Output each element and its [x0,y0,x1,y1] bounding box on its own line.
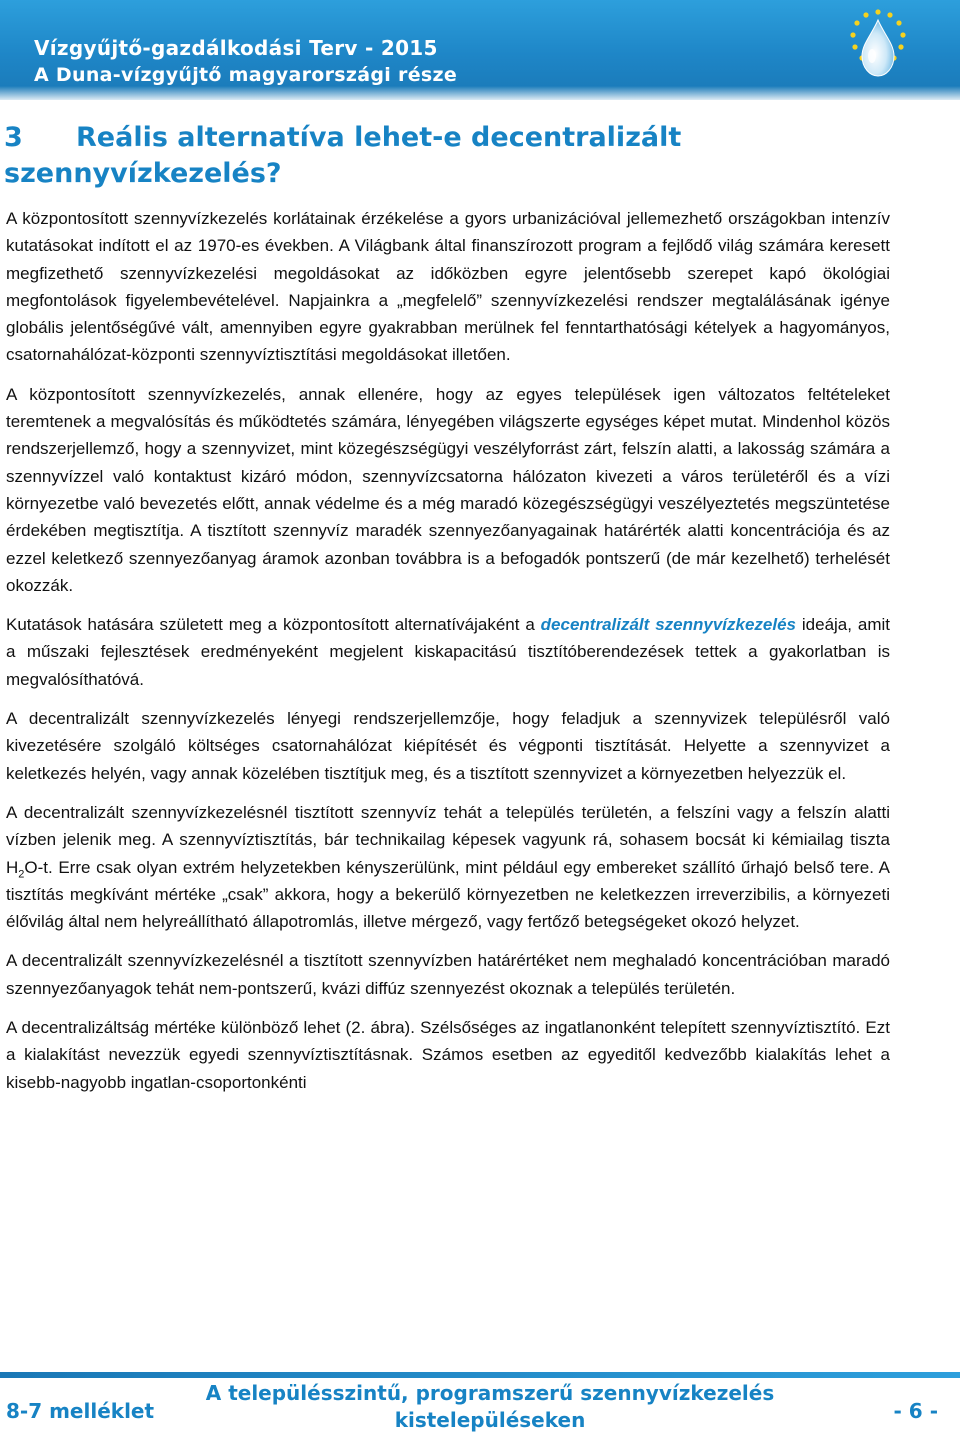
footer-document-title: A településszintű, programszerű szennyvízkezelés kistelepüléseken [205,1381,775,1432]
paragraph-4: A decentralizált szennyvízkezelés lényegi rendszerjellemzője, hogy feladjuk a szennyvizek településről való kivezetésére szolgáló költséges csatornahálózat kiépítését és végponti tisztítását. Helyette a szennyvizet a keletkezés helyén, vagy annak közelében tisztítjuk meg, és a tisztított szennyvizet a környezetben helyezzük el. [6,709,890,783]
page-header [0,0,960,100]
paragraph-3-text-b: ideája, amit a műszaki fejlesztések eredményeként megjelent kiskapacitású tisztítóberendezések tettek a gyakorlatban is megvalósíthatóvá. [6,615,890,689]
eu-water-drop-logo-icon [838,6,918,86]
section-title: Reális alternatíva lehet-e decentralizált szennyvízkezelés? [4,122,682,189]
paragraph-1: A központosított szennyvízkezelés korlátainak érzékelése a gyors urbanizációval jellemezhető országokban intenzív kutatásokat indított el az 1970-es években. A Világbank által finanszírozott program a fejlődő világ számára keresett megfizethető szennyvízkezelési megoldásokat az időközben egyre jelentősebb szerepet kapó ökológiai megfontolások figyelembevételével. Napjainkra a „megfelelő” szennyvízkezelési rendszer megtalálásának igénye globális jelentőségűvé vált, amennyiben egyre gyakrabban merülnek fel fenntarthatósági kételyek a hagyományos, csatornahálózat-központi szennyvíztisztítási megoldásokat illetően. [6,209,890,365]
subscript-2: 2 [18,867,25,880]
paragraph-3 [6,611,890,693]
footer-divider [0,1372,960,1378]
document-body [6,205,890,1108]
footer-page-number: - 6 - [893,1399,938,1423]
paragraph-5-text-b: O-t. Erre csak olyan extrém helyzetekben kényszerülünk, mint például egy embereket szállító űrhajó belső tere. A tisztítás megkívánt mértéke „csak” akkora, hogy a bekerülő környezetben ne keletkezzen irreverzibilis, a környezeti élővilág által nem helyreállítható állapotromlás, illetve mérgező, vagy fertőző betegségeket okozó helyzet. [6,857,890,932]
emphasis-decentralized: decentralizált szennyvízkezelés [540,615,797,635]
section-number: 3 [4,122,23,153]
header-subtitle: A Duna-vízgyűjtő magyarországi része [34,64,458,86]
header-title: Vízgyűjtő-gazdálkodási Terv - 2015 [34,36,438,60]
paragraph-3-text-a: Kutatások hatására született meg a központosított alternatívájaként a [6,615,541,635]
paragraph-5-text-a: A decentralizált szennyvízkezelésnél tisztított szennyvíz tehát a település területén, a felszíni vagy a felszín alatti vízben jelenik meg. A szennyvíztisztítás, bár technikailag képesek vagyunk rá, sohasem bocsát ki kémiailag tiszta H [6,802,890,877]
paragraph-2: A központosított szennyvízkezelés, annak ellenére, hogy az egyes települések igen változatos feltételeket teremtenek a megvalósítás és működtetés számára, lényegében világszerte egységes képet mutat. Mindenhol közös rendszerjellemző, hogy a szennyvizet, mint közegészségügyi veszélyforrást zárt, felszín alatti, a lakosság számára a szennyvízzel való kontaktust kizáró módon, szennyvízcsatorna hálózaton kivezeti a város területéről és a vízi környezetbe való bevezetés előtt, annak védelme és a még maradó közegészségügyi veszélyeztetés megszüntetése érdekében megtisztítja. A tisztított szennyvíz maradék szennyezőanyagainak határérték alatti koncentrációja és az ezzel keletkező szennyezőanyag áramok azonban továbbra is a befogadók pontszerű (de már kezelhető) terhelését okozzák. [6,384,890,595]
paragraph-6: A decentralizált szennyvízkezelésnél a tisztított szennyvízben határértéket nem meghaladó koncentrációban maradó szennyezőanyagok tehát nem-pontszerű, kvázi diffúz szennyezést okoznak a település területén. [6,951,890,998]
footer-annex-label: 8-7 melléklet [6,1399,155,1423]
paragraph-7: A decentralizáltság mértéke különböző lehet (2. ábra). Szélsőséges az ingatlanonként telepített szennyvíztisztító. Ezt a kialakítást nevezzük egyedi szennyvíztisztításnak. Számos esetben az egyeditől kedvezőbb kialakítás lehet a kisebb-nagyobb ingatlan-csoportonkénti [6,1018,890,1092]
paragraph-5 [6,799,890,935]
section-heading [4,120,864,192]
